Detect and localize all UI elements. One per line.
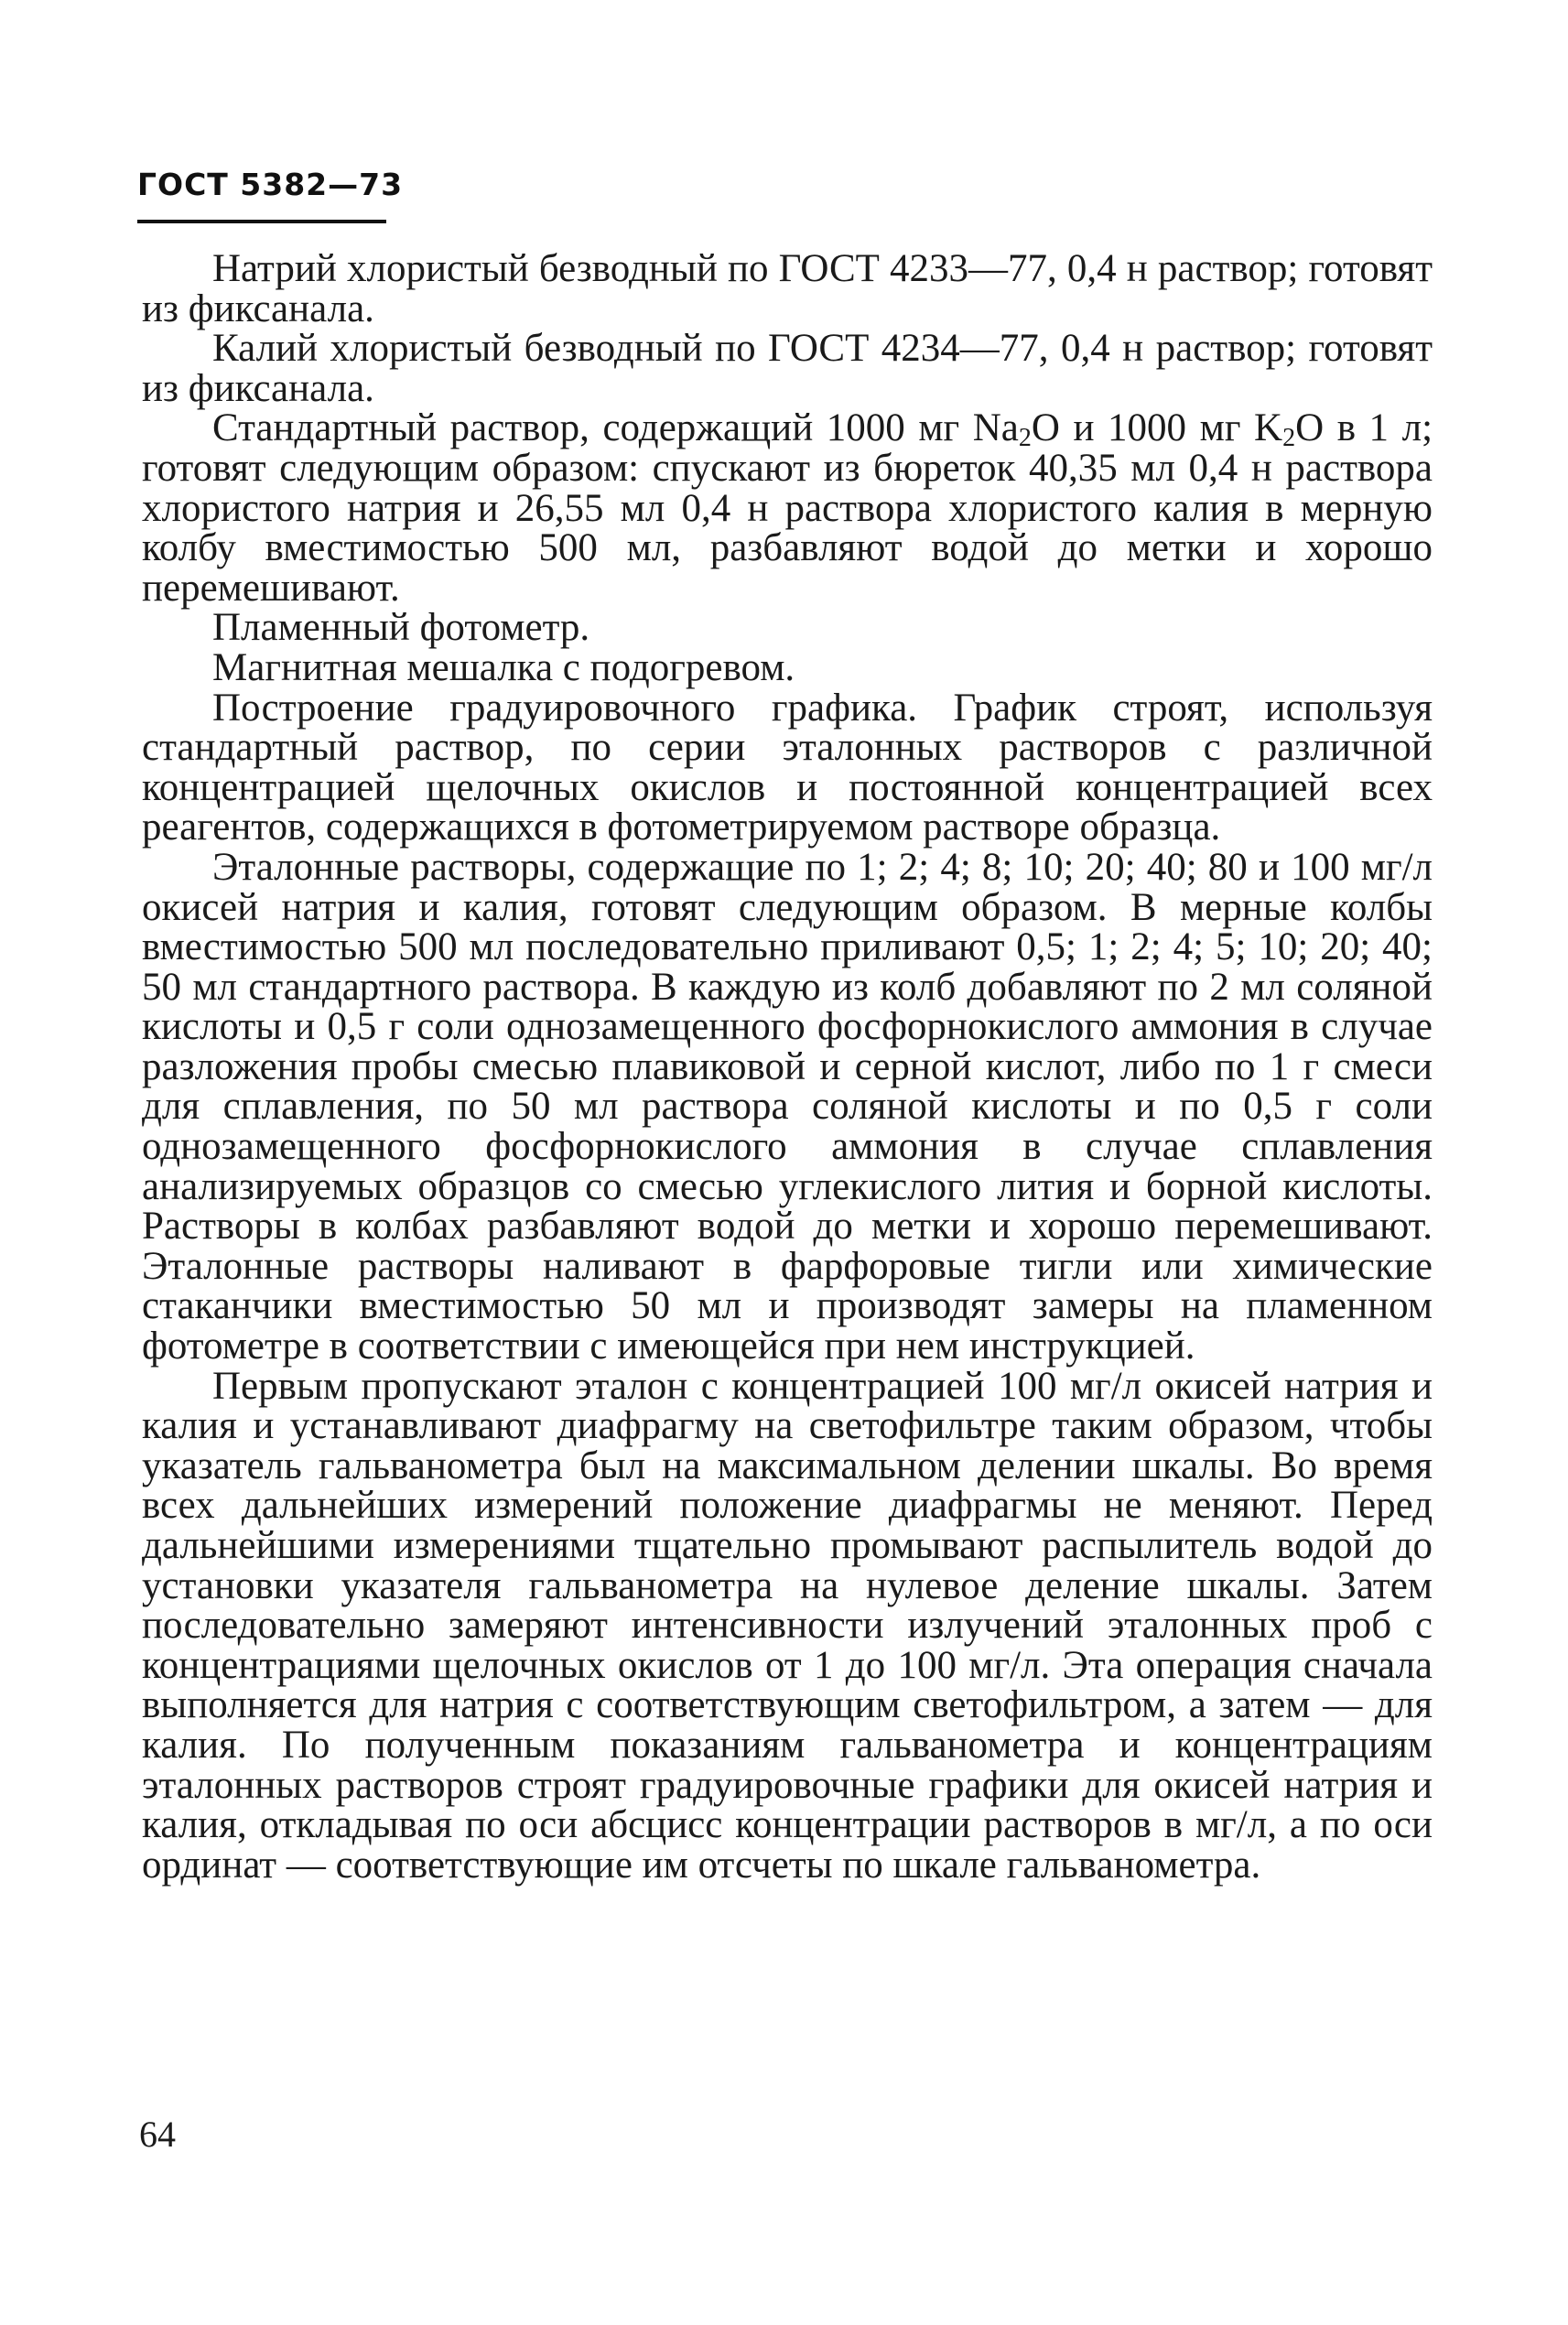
paragraph-potassium-chloride: Калий хлористый безводный по ГОСТ 4234—77, 0,4 н раствор; готовят из фиксанала. xyxy=(142,327,1433,410)
paragraph-flame-photometer: Пламенный фотометр. xyxy=(212,606,590,650)
paragraph-reference-solutions: Эталонные растворы, содержащие по 1; 2; 4; 8; 10; 20; 40; 80 и 100 мг/л окисей натрия и калия, готовят следующим образом. В мерные колбы вместимостью 500 мл последовательно приливают 0,5; 1; 2; 4; 5; 10; 20; 40; 50 мл стандартного раствора. В каждую из колб добавляют по 2 мл соляной кислоты и 0,5 г соли однозамещенного фосфорнокислого аммония в случае разложения пробы смесью плавиковой и серной кислот, либо по 1 г смеси для сплавления, по 50 мл раствора соляной кислоты и по 0,5 г соли однозамещенного фосфорнокислого аммония в случае сплавления анализируемых образцов со смесью углекислого лития и борной кислоты. Растворы в колбах разбавляют водой до метки и хорошо перемешивают. Эталонные растворы наливают в фарфоровые тигли или химические стаканчики вместимостью 50 мл и производят замеры на пламенном фотометре в соответствии с имеющейся при нем инструкцией. xyxy=(142,845,1433,1368)
paragraph-magnetic-stirrer: Магнитная мешалка с подогревом. xyxy=(212,645,795,689)
paragraph-measurement-procedure: Первым пропускают эталон с концентрацией 100 мг/л окисей натрия и калия и устанавливают диафрагму на светофильтре таким образом, чтобы указатель гальванометра был на максимальном делении шкалы. Во время всех дальнейших измерений положение диафрагмы не меняют. Перед дальнейшими измерениями тщательно промывают распылитель водой до установки указателя гальванометра на нулевое деление шкалы. Затем последовательно замеряют интенсивности излучений эталонных проб с концентрациями щелочных окислов от 1 до 100 мг/л. Эта операция сначала выполняется для натрия с соответствующим светофильтром, а затем — для калия. По полученным показаниям гальванометра и концентрациям эталонных растворов строят градуировочные графики для окисей натрия и калия, откладывая по оси абсцисс концентрации растворов в мг/л, а по оси ординат — соответствующие им отсчеты по шкале гальванометра. xyxy=(142,1364,1433,1887)
page-header-standard: ГОСТ 5382—73 xyxy=(137,167,404,202)
paragraph-calibration-graph: Построение градуировочного графика. График строят, используя стандартный раствор, по серии эталонных растворов с различной концентрацией щелочных окислов и постоянной концентрацией всех реагентов, содержащихся в фотометрируемом растворе образца. xyxy=(142,686,1433,849)
paragraph-text-segment: Стандартный раствор, содержащий 1000 мг Na xyxy=(212,406,1019,450)
subscript: 2 xyxy=(1282,424,1296,453)
body-text xyxy=(142,249,1433,1885)
paragraph-standard-solution xyxy=(142,408,1433,608)
page-number: 64 xyxy=(139,2114,176,2155)
subscript: 2 xyxy=(1018,424,1032,453)
paragraph-sodium-chloride: Натрий хлористый безводный по ГОСТ 4233—77, 0,4 н раствор; готовят из фиксанала. xyxy=(142,247,1433,330)
paragraph-text-segment: O в 1 л; готовят следующим образом: спускают из бюреток 40,35 мл 0,4 н раствора хлористого натрия и 26,55 мл 0,4 н раствора хлористого калия в мерную колбу вместимостью 500 мл, разбавляют водой до метки и хорошо перемешивают. xyxy=(142,406,1433,610)
paragraph-text-segment: O и 1000 мг K xyxy=(1031,406,1283,450)
header-underline xyxy=(137,220,386,223)
